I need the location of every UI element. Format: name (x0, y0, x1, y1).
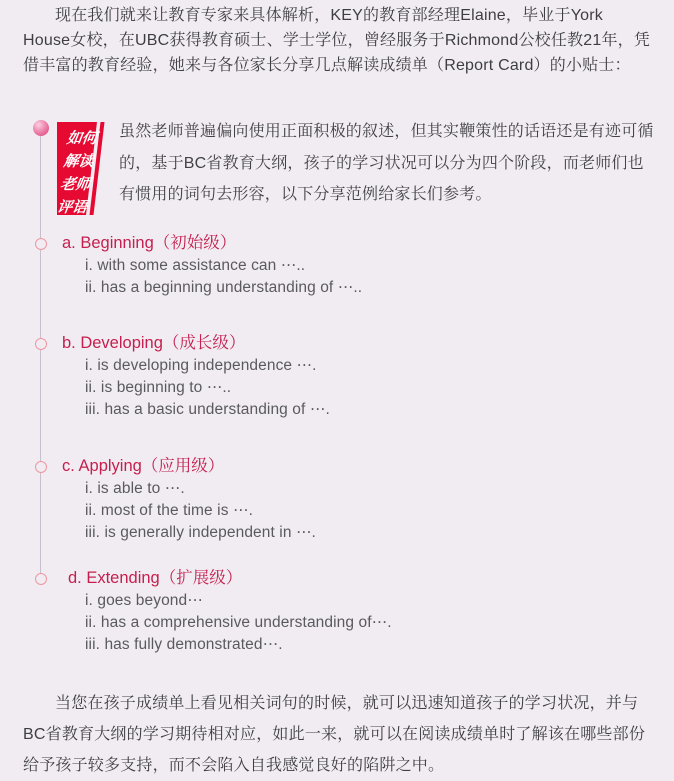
level-item: ii. is beginning to ⋯.. (85, 379, 232, 396)
level-title: d. Extending（扩展级） (68, 569, 243, 587)
timeline-ring-icon (35, 338, 47, 350)
level-section-extending (62, 566, 656, 656)
timeline-ring-icon (35, 461, 47, 473)
badge-line: 如何 (65, 130, 99, 147)
level-section-applying (62, 454, 656, 544)
level-title: a. Beginning（初始级） (62, 234, 237, 252)
level-title: b. Developing（成长级） (62, 334, 246, 352)
outro-paragraph: 当您在孩子成绩单上看见相关词句的时候，就可以迅速知道孩子的学习状况，并与BC省教育大纲的学习期待相对应，如此一来，就可以在阅读成绩单时了解该在哪些部份给予孩子较多支持，而不会陷入自我感觉良好的陷阱之中。 (23, 695, 646, 774)
tip-paragraph: 虽然老师普遍偏向使用正面积极的叙述，但其实鞭策性的话语还是有迹可循的，基于BC省教育大纲，孩子的学习状况可以分为四个阶段，而老师们也有惯用的词句去形容，以下分享范例给家长们参考。 (119, 123, 654, 203)
badge-line: 评语 (55, 199, 89, 216)
level-item-list (62, 478, 656, 544)
level-item: i. is able to ⋯. (85, 480, 185, 497)
level-section-beginning (62, 231, 656, 299)
ribbon-badge (57, 122, 107, 217)
timeline-line (40, 128, 41, 578)
level-item: ii. has a beginning understanding of ⋯.. (85, 279, 363, 296)
timeline-pin-icon (33, 120, 49, 136)
level-item: iii. has a basic understanding of ⋯. (85, 401, 330, 418)
level-item-list (62, 355, 656, 421)
badge-line: 老师 (59, 176, 92, 193)
tip-block (57, 119, 656, 217)
level-item: i. with some assistance can ⋯.. (85, 257, 306, 274)
timeline-ring-icon (35, 573, 47, 585)
level-item: i. is developing independence ⋯. (85, 357, 317, 374)
level-title: c. Applying（应用级） (62, 457, 225, 475)
level-section-developing (62, 331, 656, 421)
level-item: i. goes beyond⋯ (85, 592, 203, 609)
level-item: ii. most of the time is ⋯. (85, 502, 253, 519)
timeline-ring-icon (35, 238, 47, 250)
timeline (0, 119, 674, 656)
level-item-list (62, 590, 656, 656)
badge-line: 解读 (62, 153, 95, 170)
intro-paragraph: 现在我们就来让教育专家来具体解析，KEY的教育部经理Elaine，毕业于York House女校，在UBC获得教育硕士、学士学位，曾经服务于Richmond公校任教21年，凭借丰富的教育经验，她来与各位家长分享几点解读成绩单（Report Card）的小贴士： (23, 7, 651, 74)
level-item: iii. has fully demonstrated⋯. (85, 636, 283, 653)
level-item: iii. is generally independent in ⋯. (85, 524, 316, 541)
level-item-list (62, 255, 656, 299)
level-item: ii. has a comprehensive understanding of⋯. (85, 614, 392, 631)
